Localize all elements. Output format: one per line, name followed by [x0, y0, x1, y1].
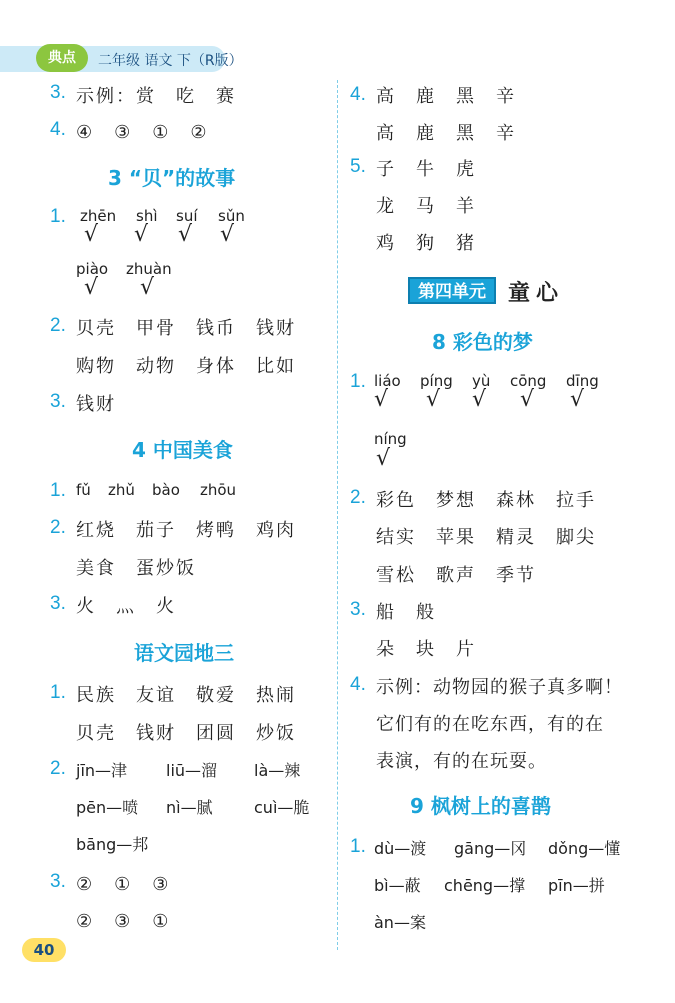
- answer-text: 民族 友谊 敬爱 热闹: [76, 685, 296, 706]
- pinyin-pair: liū—溜: [166, 761, 218, 780]
- pinyin-pair: dù—渡: [374, 839, 427, 858]
- pinyin: shì: [136, 207, 158, 225]
- answer-text: 钱财: [76, 394, 116, 415]
- pinyin-pair: nì—腻: [166, 798, 213, 817]
- lesson-title: 4 中国美食: [132, 438, 233, 462]
- pinyin: dīng: [566, 372, 599, 390]
- lesson-title: 3 “贝”的故事: [108, 166, 236, 190]
- pinyin-pair: gāng—冈: [454, 839, 527, 858]
- pinyin-pair: là—辣: [254, 761, 301, 780]
- pinyin-pair: pīn—拼: [548, 876, 605, 895]
- check-mark: √: [472, 387, 487, 412]
- q-number: 3.: [50, 871, 66, 892]
- q-number: 1.: [50, 480, 66, 501]
- pinyin-pair: dǒng—懂: [548, 839, 621, 858]
- check-mark: √: [376, 446, 391, 471]
- q-number: 3.: [50, 391, 66, 412]
- q-number: 3.: [50, 593, 66, 614]
- q-number: 2.: [50, 758, 66, 779]
- answer-text: 船 般: [376, 602, 436, 623]
- q-number: 2.: [50, 315, 66, 336]
- answer-text: 子 牛 虎: [376, 159, 476, 180]
- pinyin: zhēn: [80, 207, 117, 225]
- column-divider: [337, 80, 338, 950]
- pinyin: píng: [420, 372, 453, 390]
- pinyin: sǔn: [218, 207, 245, 225]
- q-number: 2.: [350, 487, 366, 508]
- pinyin: liáo: [374, 372, 401, 390]
- check-mark: √: [84, 222, 99, 247]
- answer-text: 鸡 狗 猪: [376, 233, 476, 254]
- pinyin-pair: àn—案: [374, 913, 426, 932]
- pinyin: piào: [76, 260, 109, 278]
- pinyin: yù: [472, 372, 491, 390]
- unit-label: 第四单元: [408, 277, 496, 304]
- answer-text: 雪松 歌声 季节: [376, 565, 536, 586]
- answer-text: ② ① ③: [76, 874, 171, 895]
- q-number: 4.: [350, 84, 366, 105]
- answer-text: 彩色 梦想 森林 拉手: [376, 490, 596, 511]
- q-number: 1.: [50, 682, 66, 703]
- book-subtitle: 二年级 语文 下（R版）: [98, 53, 243, 69]
- answer-text: 朵 块 片: [376, 639, 476, 660]
- answer-text: 红烧 茄子 烤鸭 鸡肉: [76, 520, 296, 541]
- check-mark: √: [178, 222, 193, 247]
- q-number: 3.: [350, 599, 366, 620]
- brand-logo: 典点: [36, 44, 88, 72]
- pinyin: cōng: [510, 372, 547, 390]
- q-number: 4.: [50, 119, 66, 140]
- answer-text: 表演，有的在玩耍。: [376, 751, 547, 772]
- pinyin-pair: jīn—津: [76, 761, 128, 780]
- answer-text: 贝壳 甲骨 钱币 钱财: [76, 318, 296, 339]
- q-number: 3.: [50, 82, 66, 103]
- pinyin: bào: [152, 481, 180, 499]
- lesson-title: 9 枫树上的喜鹊: [410, 794, 551, 818]
- q-number: 2.: [50, 517, 66, 538]
- q-number: 4.: [350, 674, 366, 695]
- check-mark: √: [426, 387, 441, 412]
- answer-text: ② ③ ①: [76, 911, 171, 932]
- pinyin-pair: bāng—邦: [76, 835, 149, 854]
- lesson-title: 语文园地三: [134, 641, 234, 665]
- answer-text: ④ ③ ① ②: [76, 122, 209, 143]
- pinyin: níng: [374, 430, 407, 448]
- pinyin-pair: pēn—喷: [76, 798, 139, 817]
- pinyin: fǔ: [76, 481, 91, 499]
- pinyin: suí: [176, 207, 198, 225]
- answer-text: 示例：赏 吃 赛: [76, 86, 236, 107]
- check-mark: √: [140, 275, 155, 300]
- pinyin: zhuàn: [126, 260, 172, 278]
- answer-text: 它们有的在吃东西，有的在: [376, 714, 604, 735]
- answer-text: 结实 苹果 精灵 脚尖: [376, 527, 596, 548]
- answer-text: 贝壳 钱财 团圆 炒饭: [76, 723, 296, 744]
- answer-text: 美食 蛋炒饭: [76, 558, 196, 579]
- answer-text: 购物 动物 身体 比如: [76, 356, 296, 377]
- answer-text: 火 灬 火: [76, 596, 176, 617]
- q-number: 1.: [50, 206, 66, 227]
- pinyin-pair: bì—蔽: [374, 876, 421, 895]
- answer-text: 高 鹿 黑 辛: [376, 123, 516, 144]
- check-mark: √: [84, 275, 99, 300]
- pinyin-pair: cuì—脆: [254, 798, 310, 817]
- check-mark: √: [134, 222, 149, 247]
- q-number: 5.: [350, 156, 366, 177]
- q-number: 1.: [350, 836, 366, 857]
- answer-text: 高 鹿 黑 辛: [376, 86, 516, 107]
- check-mark: √: [520, 387, 535, 412]
- answer-text: 龙 马 羊: [376, 196, 476, 217]
- lesson-title: 8 彩色的梦: [432, 330, 533, 354]
- q-number: 1.: [350, 371, 366, 392]
- pinyin: zhōu: [200, 481, 237, 499]
- answer-text: 示例：动物园的猴子真多啊！: [376, 677, 623, 698]
- check-mark: √: [374, 387, 389, 412]
- pinyin-pair: chēng—撑: [444, 876, 526, 895]
- unit-title: 童心: [508, 281, 565, 306]
- pinyin: zhǔ: [108, 481, 135, 499]
- check-mark: √: [220, 222, 235, 247]
- page-number: 40: [22, 938, 66, 962]
- check-mark: √: [570, 387, 585, 412]
